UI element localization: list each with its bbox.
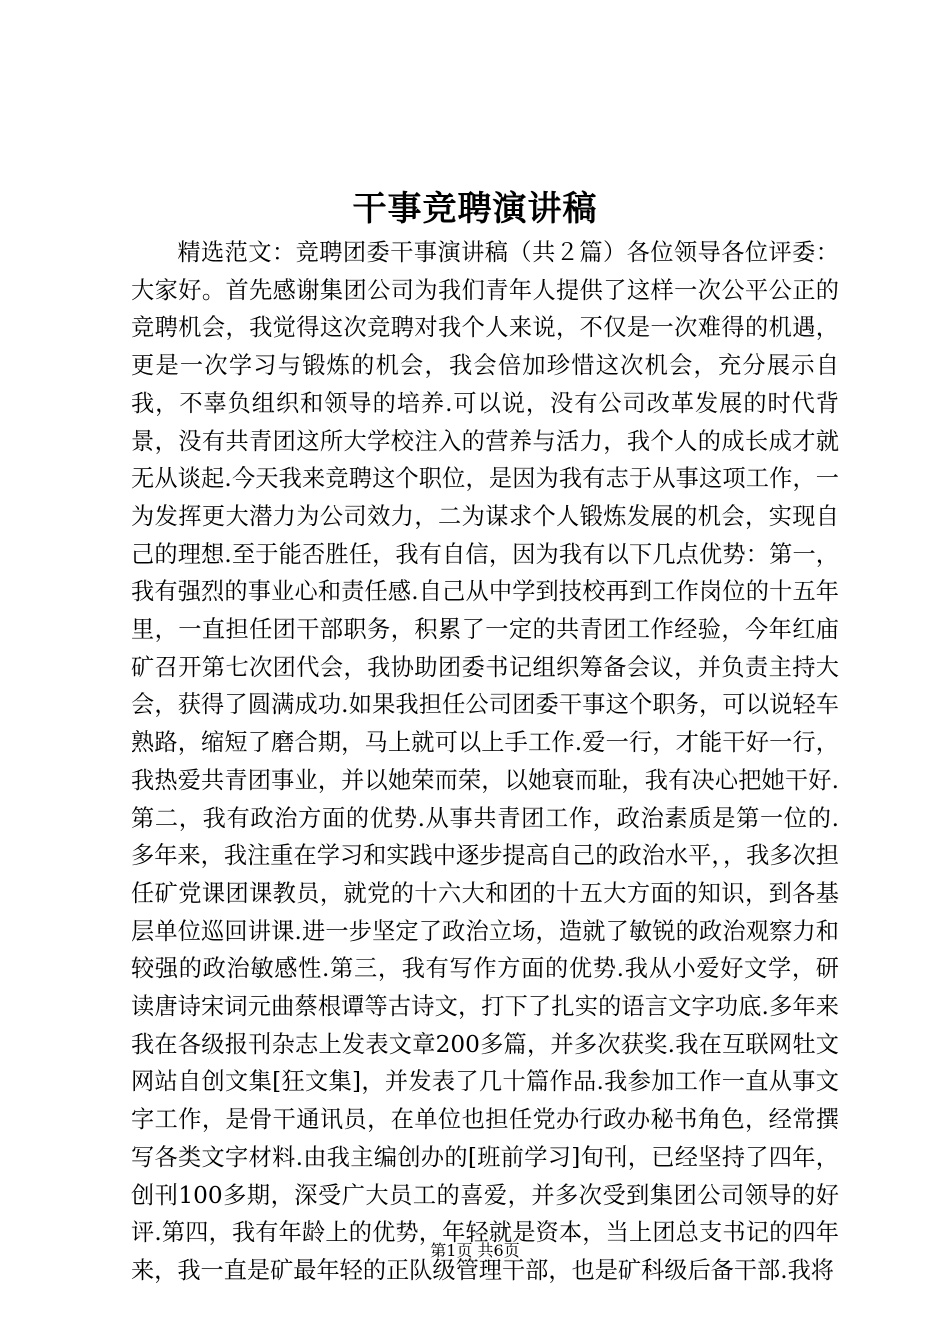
document-body-paragraph: 精选范文：竞聘团委干事演讲稿（共２篇）各位领导各位评委：大家好。首先感谢集团公司为我们青年人提供了这样一次公平公正的竞聘机会，我觉得这次竞聘对我个人来说，不仅是一次难得的机遇，更是一次学习与锻炼的机会，我会倍加珍惜这次机会，充分展示自我，不辜负组织和领导的培养.可以说，没有公司改革发展的时代背景，没有共青团这所大学校注入的营养与活力，我个人的成长成才就无从谈起.今天我来竞聘这个职位，是因为我有志于从事这项工作，一为发挥更大潜力为公司效力，二为谋求个人锻炼发展的机会，实现自己的理想.至于能否胜任，我有自信，因为我有以下几点优势：第一，我有强烈的事业心和责任感.自己从中学到技校再到工作岗位的十五年里，一直担任团干部职务，积累了一定的共青团工作经验，今年红庙矿召开第七次团代会，我协助团委书记组织筹备会议，并负责主持大会，获得了圆满成功.如果我担任公司团委干事这个职务，可以说轻车熟路，缩短了磨合期，马上就可以上手工作.爱一行，才能干好一行，我热爱共青团事业，并以她荣而荣，以她衰而耻，我有决心把她干好.第二，我有政治方面的优势.从事共青团工作，政治素质是第一位的.多年来，我注重在学习和实践中逐步提高自己的政治水平，，我多次担任矿党课团课教员，就党的十六大和团的十五大方面的知识，到各基层单位巡回讲课.进一步坚定了政治立场，造就了敏锐的政治观察力和较强的政治敏感性.第三，我有写作方面的优势.我从小爱好文学，研读唐诗宋词元曲蔡根谭等古诗文，打下了扎实的语言文字功底.多年来我在各级报刊杂志上发表文章200多篇，并多次获奖.我在互联网牡文网站自创文集[狂文集]，并发表了几十篇作品.我参加工作一直从事文字工作，是骨干通讯员，在单位也担任党办行政办秘书角色，经常撰写各类文字材料.由我主编创办的[班前学习]旬刊，已经坚持了四年，创刊100多期，深受广大员工的喜爱，并多次受到集团公司领导的好评.第四，我有年龄上的优势，年轻就是资本，当上团总支书记的四年来，我一直是矿最年轻的正队级管理干部，也是矿科级后备干部.我将 <box>131 239 839 1284</box>
page-number-footer: 第1页 共6页 <box>430 1241 520 1260</box>
document-title: 干事竞聘演讲稿 <box>352 189 598 229</box>
